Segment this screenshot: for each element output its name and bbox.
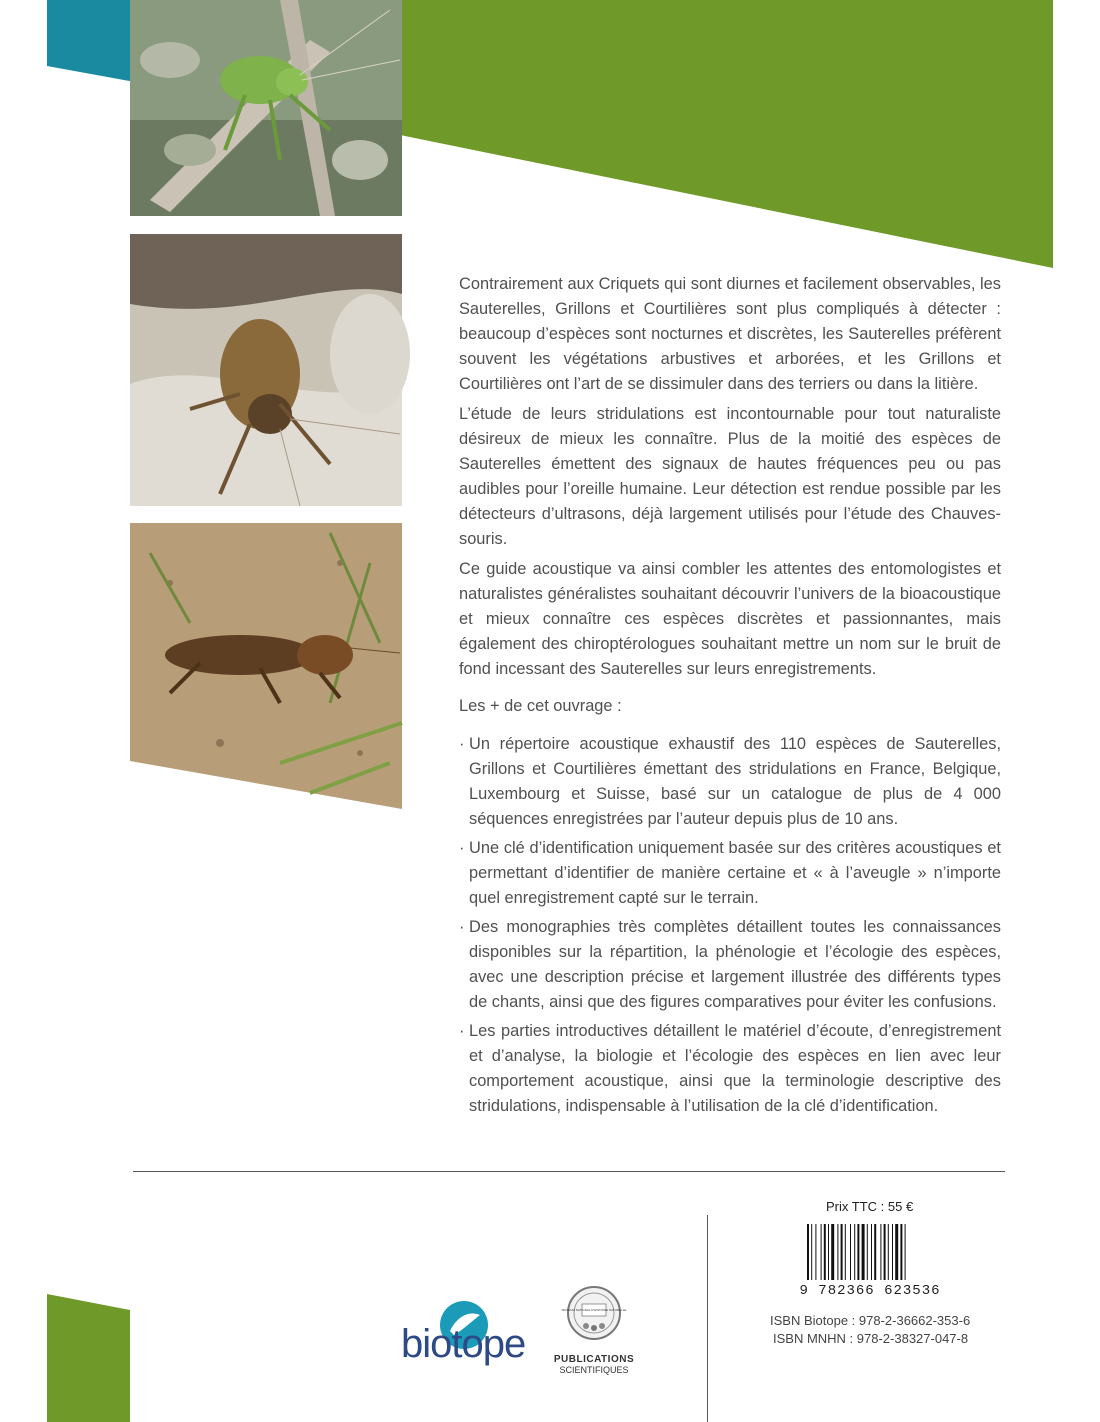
highlight-text: Les parties introductives détaillent le matériel d’écoute, d’enregistrement et d’analyse, la biologie et l’écologie des espèces en lien avec leur comportement acoustique, ainsi que la terminologie descriptive des stridulations, indispensable à l’utilisation de la clé d’identification. (469, 1022, 1001, 1115)
isbn-biotope: ISBN Biotope : 978-2-36662-353-6 (770, 1313, 971, 1328)
vertical-divider (707, 1215, 708, 1422)
teal-corner-band (0, 0, 140, 90)
highlight-item (459, 915, 1001, 1015)
price-label: Prix TTC : 55 € (826, 1199, 914, 1214)
paragraph: Contrairement aux Criquets qui sont diurnes et facilement observables, les Sauterelles, Grillons et Courtilières sont plus compliqués à détecter : beaucoup d’espèces sont nocturnes et discrètes, les Sauterelles préfèrent souvent les végétations arbustives et arborées, et les Grillons et Courtilières ont l’art de se dissimuler dans des terriers ou dans la litière. (459, 275, 1001, 393)
barcode-bars (807, 1224, 906, 1280)
photo-mole-cricket (130, 523, 402, 809)
isbn-barcode (795, 1222, 945, 1300)
biotope-logo-text: biotope (401, 1322, 526, 1366)
isbn-mnhn: ISBN MNHN : 978-2-38327-047-8 (773, 1331, 969, 1346)
bullet-mark: · (459, 918, 465, 936)
photo-cricket-on-rock (130, 234, 402, 506)
highlight-item (459, 1019, 1001, 1119)
highlight-item (459, 732, 1001, 832)
paragraph: L’étude de leurs stridulations est incontournable pour tout naturaliste désireux de mieux les connaître. Plus de la moitié des espèces de Sauterelles émettent des signaux de hautes fréquences peu ou pas audibles pour l’oreille humaine. Leur détection est rendue possible par les détecteurs d’ultrasons, déjà largement utilisés pour l’étude des Chauves-souris. (459, 405, 1001, 548)
paragraph: Ce guide acoustique va ainsi combler les attentes des entomologistes et naturalistes généralistes souhaitant découvrir l’univers de la bioacoustique et mieux connaître ces espèces discrètes et passionnantes, mais également des chiroptérologues souhaitant mettre un nom sur le bruit de fond incessant des Sauterelles sur leurs enregistrements. (459, 560, 1001, 678)
bottom-green-band (0, 1290, 140, 1422)
photo-green-bush-cricket (130, 0, 402, 216)
mnhn-publications-label (550, 1354, 638, 1376)
highlight-text: Une clé d’identification uniquement basée sur des critères acoustiques et permettant d’identifier de manière certaine et « à l’aveugle » n’importe quel enregistrement capté sur le terrain. (469, 839, 1001, 907)
highlights-title: Les + de cet ouvrage : (459, 697, 622, 715)
barcode-digits: 9 782366 623536 (799, 1283, 941, 1299)
mnhn-seal-text: MUSÉUM NATIONAL D'HISTOIRE NATURELLE (561, 1308, 627, 1312)
highlight-item (459, 836, 1001, 911)
mnhn-line-1: PUBLICATIONS (553, 1354, 635, 1365)
bullet-mark: · (459, 1022, 465, 1040)
description-text (459, 272, 1001, 1123)
mnhn-seal-icon (561, 1282, 627, 1344)
highlight-text: Un répertoire acoustique exhaustif des 110 espèces de Sauterelles, Grillons et Courtilières émettant des stridulations en France, Belgique, Luxembourg et Suisse, basé sur un catalogue de plus de 4 000 séquences enregistrées par l’auteur depuis plus de 10 ans. (469, 735, 1001, 828)
bullet-mark: · (459, 839, 465, 857)
horizontal-divider (133, 1171, 1005, 1172)
mnhn-line-2: SCIENTIFIQUES (559, 1365, 629, 1375)
bullet-mark: · (459, 735, 465, 753)
highlight-text: Des monographies très complètes détaillent toutes les connaissances disponibles sur la répartition, la phénologie et l’écologie des espèces, avec une description précise et largement illustrée des différents types de chants, ainsi que des figures comparatives pour éviter les confusions. (469, 918, 1001, 1011)
